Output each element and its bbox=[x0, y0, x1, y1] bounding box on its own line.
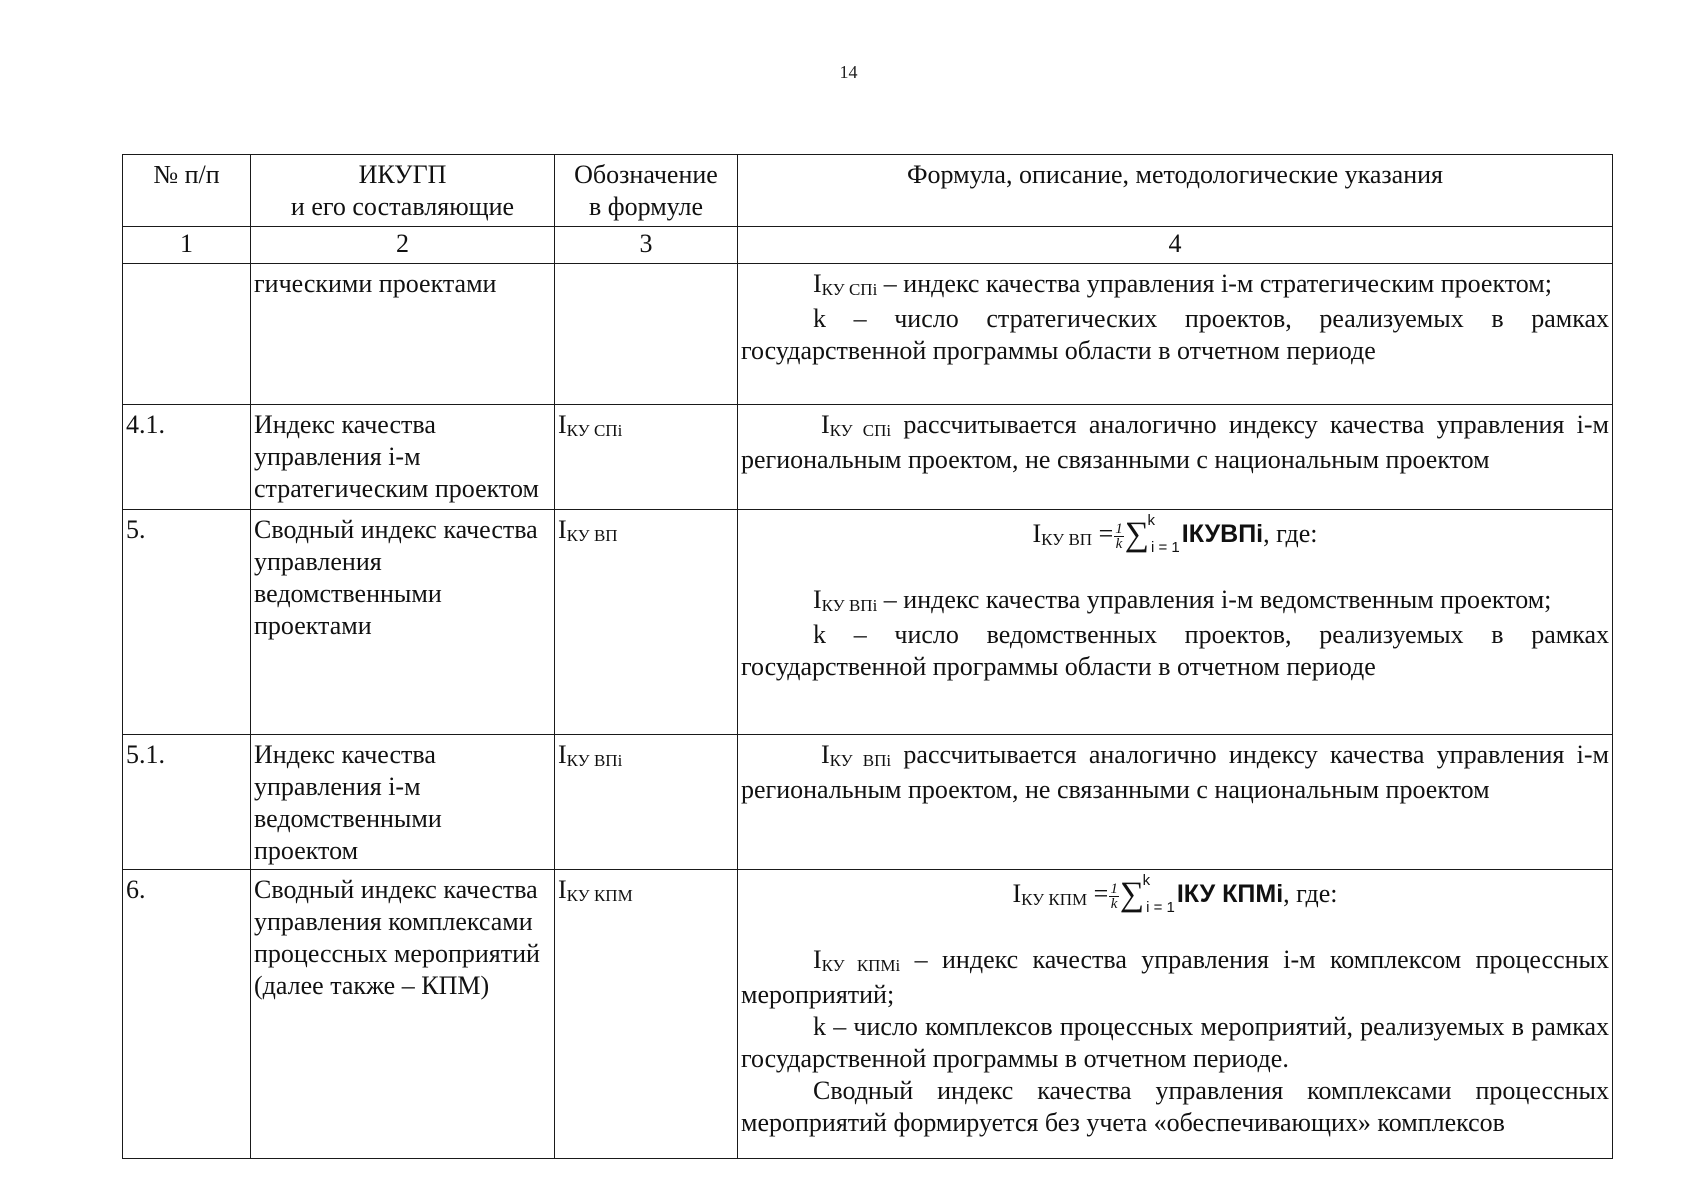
description-paragraph: IКУ СПi рассчитывается аналогично индексу качества управления i-м региональным проектом, не связанными с национальным проектом bbox=[741, 410, 1610, 474]
row-symbol: IКУ СПi bbox=[555, 405, 738, 510]
description-paragraph: k – число комплексов процессных мероприятий, реализуемых в рамках государственной программы в отчетном периоде. bbox=[741, 1012, 1609, 1073]
formula: IКУ ВП = $\frac{1}{k}$ ∑ k $_{i = 1}$IКУВПi, где: bbox=[1032, 512, 1318, 556]
header-index-line2: и его составляющие bbox=[290, 192, 515, 221]
header-designation-line1: Обозначение bbox=[574, 160, 718, 189]
row-symbol: IКУ ВП bbox=[555, 510, 738, 735]
description-paragraph: IКУ КПМi – индекс качества управления i-м комплексом процессных мероприятий; bbox=[741, 945, 1610, 1009]
formula: IКУ КПМ = $\frac{1}{k}$ ∑ k $_{i = 1}$IКУ КПМi, где: bbox=[1012, 872, 1338, 916]
description-paragraph: IКУ ВПi рассчитывается аналогично индексу качества управления i-м региональным проектом, не связанными с национальным проектом bbox=[741, 740, 1610, 804]
column-number: 3 bbox=[555, 227, 738, 264]
table-row bbox=[123, 510, 1613, 735]
description-paragraph: Сводный индекс качества управления комплексами процессных мероприятий формируется без учета «обеспечивающих» комплексов bbox=[741, 1076, 1609, 1137]
row-name: Сводный индекс качества управления комплексами процессных мероприятий (далее также – КПМ) bbox=[251, 870, 555, 1159]
row-symbol: IКУ КПМ bbox=[555, 870, 738, 1159]
row-name: Сводный индекс качества управления ведомственными проектами bbox=[251, 510, 555, 735]
fraction: $\frac{1}{k}$ bbox=[1110, 880, 1118, 912]
header-index-line1: ИКУГП bbox=[358, 160, 447, 189]
description-paragraph: IКУ СПi – индекс качества управления i-м стратегическим проектом; bbox=[813, 269, 1552, 299]
page-number: 14 bbox=[839, 62, 858, 82]
table-row bbox=[123, 870, 1613, 1159]
row-name: гическими проектами bbox=[251, 264, 555, 405]
header-number: № п/п bbox=[123, 155, 251, 227]
sum-symbol: ∑ k bbox=[1124, 512, 1155, 553]
table-row bbox=[123, 264, 1613, 405]
table-row bbox=[123, 405, 1613, 510]
table-row bbox=[123, 735, 1613, 870]
row-number: 4.1. bbox=[123, 405, 251, 510]
description-paragraph: k – число ведомственных проектов, реализуемых в рамках государственной программы области в отчетном периоде bbox=[741, 620, 1609, 681]
row-name: Индекс качества управления i-м стратегическим проектом bbox=[251, 405, 555, 510]
row-number: 6. bbox=[123, 870, 251, 1159]
column-number: 1 bbox=[123, 227, 251, 264]
row-number bbox=[123, 264, 251, 405]
header-index bbox=[251, 155, 555, 227]
table-header-row bbox=[123, 155, 1613, 227]
row-description bbox=[738, 510, 1613, 735]
header-designation-line2: в формуле bbox=[588, 192, 704, 221]
description-paragraph: IКУ ВПi – индекс качества управления i-м ведомственным проектом; bbox=[813, 585, 1552, 615]
row-number: 5.1. bbox=[123, 735, 251, 870]
fraction: $\frac{1}{k}$ bbox=[1115, 520, 1123, 552]
header-formula: Формула, описание, методологические указания bbox=[738, 155, 1613, 227]
column-number-row bbox=[123, 227, 1613, 264]
column-number: 2 bbox=[251, 227, 555, 264]
row-description bbox=[738, 735, 1613, 870]
row-description bbox=[738, 264, 1613, 405]
row-description bbox=[738, 870, 1613, 1159]
sum-symbol: ∑ k bbox=[1119, 872, 1151, 913]
row-name: Индекс качества управления i-м ведомственными проектом bbox=[251, 735, 555, 870]
row-symbol: IКУ ВПi bbox=[555, 735, 738, 870]
row-description bbox=[738, 405, 1613, 510]
methodology-table bbox=[122, 154, 1613, 1159]
description-paragraph: k – число стратегических проектов, реализуемых в рамках государственной программы области в отчетном периоде bbox=[741, 304, 1609, 365]
header-designation bbox=[555, 155, 738, 227]
row-number: 5. bbox=[123, 510, 251, 735]
row-symbol bbox=[555, 264, 738, 405]
column-number: 4 bbox=[738, 227, 1613, 264]
